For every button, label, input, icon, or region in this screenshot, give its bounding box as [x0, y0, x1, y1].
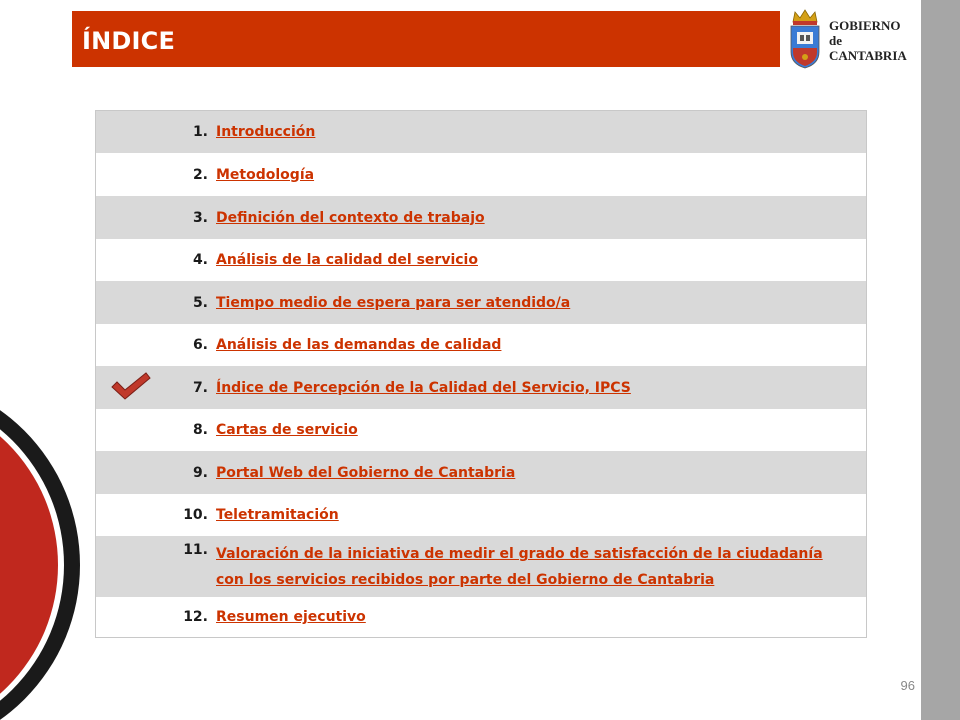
page-number: 96: [900, 678, 915, 693]
toc-item-link[interactable]: Teletramitación: [216, 507, 339, 523]
table-of-contents: [95, 110, 867, 638]
gobierno-cantabria-logo: [785, 8, 920, 70]
title-bar: [72, 11, 780, 67]
toc-row: [96, 153, 866, 196]
toc-item-number: 5.: [192, 294, 208, 311]
toc-row: [96, 366, 866, 409]
toc-row: [96, 239, 866, 281]
toc-row: [96, 281, 866, 324]
logo-line-cantabria: CANTABRIA: [829, 48, 907, 63]
toc-item-number: 8.: [192, 422, 208, 438]
toc-row: [96, 409, 866, 451]
toc-item-link[interactable]: Portal Web del Gobierno de Cantabria: [216, 464, 516, 481]
toc-item-link[interactable]: Tiempo medio de espera para ser atendido/a: [216, 294, 571, 311]
toc-row: [96, 196, 866, 239]
right-side-bar: [921, 0, 960, 720]
coat-of-arms-icon: [785, 8, 825, 70]
toc-item-link[interactable]: Resumen ejecutivo: [216, 609, 366, 625]
toc-item-number: 6.: [192, 337, 208, 353]
logo-line-de: de: [829, 33, 842, 48]
toc-row: [96, 536, 866, 597]
toc-item-link[interactable]: Análisis de la calidad del servicio: [216, 252, 478, 268]
toc-item-link[interactable]: Definición del contexto de trabajo: [216, 209, 485, 226]
toc-row: [96, 451, 866, 494]
toc-item-number: 11.: [183, 542, 208, 558]
toc-row: [96, 597, 866, 637]
toc-item-number: 10.: [183, 507, 208, 523]
toc-item-link[interactable]: Análisis de las demandas de calidad: [216, 337, 502, 353]
toc-row: [96, 494, 866, 536]
toc-item-link[interactable]: Cartas de servicio: [216, 422, 358, 438]
toc-row: [96, 324, 866, 366]
toc-item-link[interactable]: Valoración de la iniciativa de medir el grado de satisfacción de la ciudadanía con los servicios recibidos por parte del Gobierno de Cantabria: [216, 546, 823, 588]
toc-row: [96, 111, 866, 153]
toc-item-number: 3.: [192, 209, 208, 226]
toc-item-link[interactable]: Índice de Percepción de la Calidad del Servicio, IPCS: [216, 379, 631, 396]
toc-item-number: 4.: [192, 252, 208, 268]
checkmark-icon: [110, 371, 152, 403]
page-title: ÍNDICE: [82, 27, 176, 55]
decorative-arc: [0, 400, 90, 720]
toc-item-link[interactable]: Introducción: [216, 124, 316, 140]
toc-item-number: 2.: [192, 166, 208, 183]
logo-text: [829, 18, 907, 63]
toc-item-number: 7.: [192, 379, 208, 396]
toc-item-number: 12.: [183, 609, 208, 625]
toc-item-number: 9.: [192, 464, 208, 481]
logo-line-gobierno: GOBIERNO: [829, 18, 901, 33]
toc-item-number: 1.: [192, 124, 208, 140]
toc-item-link[interactable]: Metodología: [216, 166, 315, 183]
